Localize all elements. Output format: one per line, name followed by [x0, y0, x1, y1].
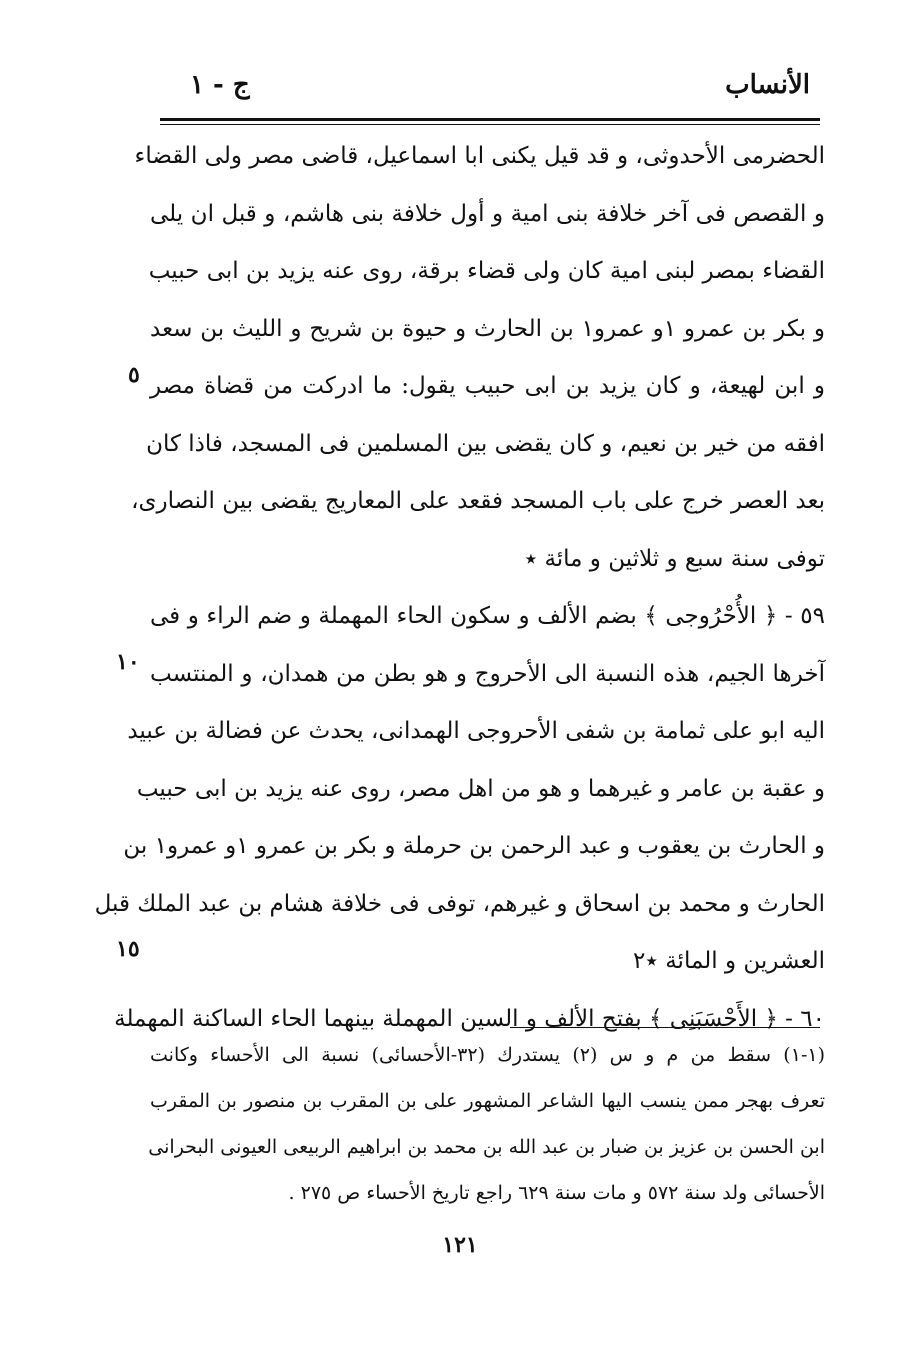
text-line: الحضرمی الأحدوثی، و قد قیل یکنی ابا اسماعیل، قاضی مصر ولی القضاء	[134, 143, 825, 169]
footnote-rule	[510, 1027, 820, 1028]
footnote-line: تعرف بهجر ممن ینسب الیها الشاعر المشهور علی بن المقرب بن منصور بن المقرب	[150, 1090, 825, 1112]
entry-59-heading: ٥٩ - ﴿ الأُحْرُوجی ﴾ بضم الألف و سکون الحاء المهملة و ضم الراء و فی	[150, 603, 825, 629]
header-rule	[160, 118, 820, 121]
footnotes	[150, 1032, 825, 1216]
text-line: آخرها الجیم، هذه النسبة الی الأحروج و هو بطن من همدان، و المنتسب	[150, 660, 825, 687]
text-line: العشرین و المائة ٭٢	[633, 948, 825, 974]
line-number-10: ١٠	[116, 649, 140, 675]
book-title: الأنساب	[725, 70, 810, 100]
text-line: و ابن لهیعة، و کان یزید بن ابی حبیب یقول: ما ادرکت من قضاة مصر	[150, 373, 825, 399]
text-line: الحارث و محمد بن اسحاق و غیرهم، توفی فی خلافة هشام بن عبد الملك قبل	[94, 890, 825, 917]
footnote-line: الأحسائی ولد سنة ٥٧٢ و مات سنة ٦٢٩ راجع تاریخ الأحساء ص ٢٧٥ .	[288, 1182, 825, 1204]
footnote-line: (١-١) سقط من م و س (٢) یستدرك (٣٢-الأحسائی) نسبة الی الأحساء وکانت	[150, 1044, 825, 1066]
text-line: و عقبة بن عامر و غیرهما و هو من اهل مصر، روی عنه یزید بن ابی حبیب	[136, 775, 825, 802]
text-line: و الحارث بن یعقوب و عبد الرحمن بن حرملة و بکر بن عمرو ١و عمرو١ بن	[123, 833, 825, 859]
text-line: افقه من خیر بن نعیم، و کان یقضی بین المسلمین فی المسجد، فاذا کان	[146, 430, 825, 457]
page-number: ١٢١	[442, 1232, 478, 1258]
text-line: و القصص فی آخر خلافة بنی امیة و أول خلافة بنی هاشم، و قبل ان یلی	[150, 200, 825, 227]
header-rule-thin	[160, 124, 820, 125]
line-number-15: ١٥	[116, 936, 140, 962]
text-line: و بکر بن عمرو ١و عمرو١ بن الحارث و حیوة بن شریح و اللیث بن سعد	[150, 315, 826, 342]
volume-label: ج - ١	[190, 70, 250, 100]
text-line: توفی سنة سبع و ثلاثین و مائة ٭	[524, 545, 825, 572]
footnote-line: ابن الحسن بن عزیز بن ضبار بن عبد الله بن محمد بن ابراهیم الربیعی العیونی البحرانی	[148, 1136, 825, 1158]
text-line: القضاء بمصر لبنی امیة کان ولی قضاء برقة، روی عنه یزید بن ابی حبیب	[148, 258, 825, 284]
text-line: الیه ابو علی ثمامة بن شفی الأحروجی الهمدانی، یحدث عن فضالة بن عبید	[127, 718, 825, 744]
text-line: بعد العصر خرج علی باب المسجد فقعد علی المعاریج یقضی بین النصاری،	[131, 488, 825, 514]
entry-60-heading: ٦٠ - ﴿ الأَحْسَبَنِی ﴾ بفتح الألف و السین المهملة بینهما الحاء الساکنة المهملة	[114, 1005, 825, 1032]
page-header	[160, 70, 810, 110]
line-number-5: ٥	[128, 362, 140, 388]
